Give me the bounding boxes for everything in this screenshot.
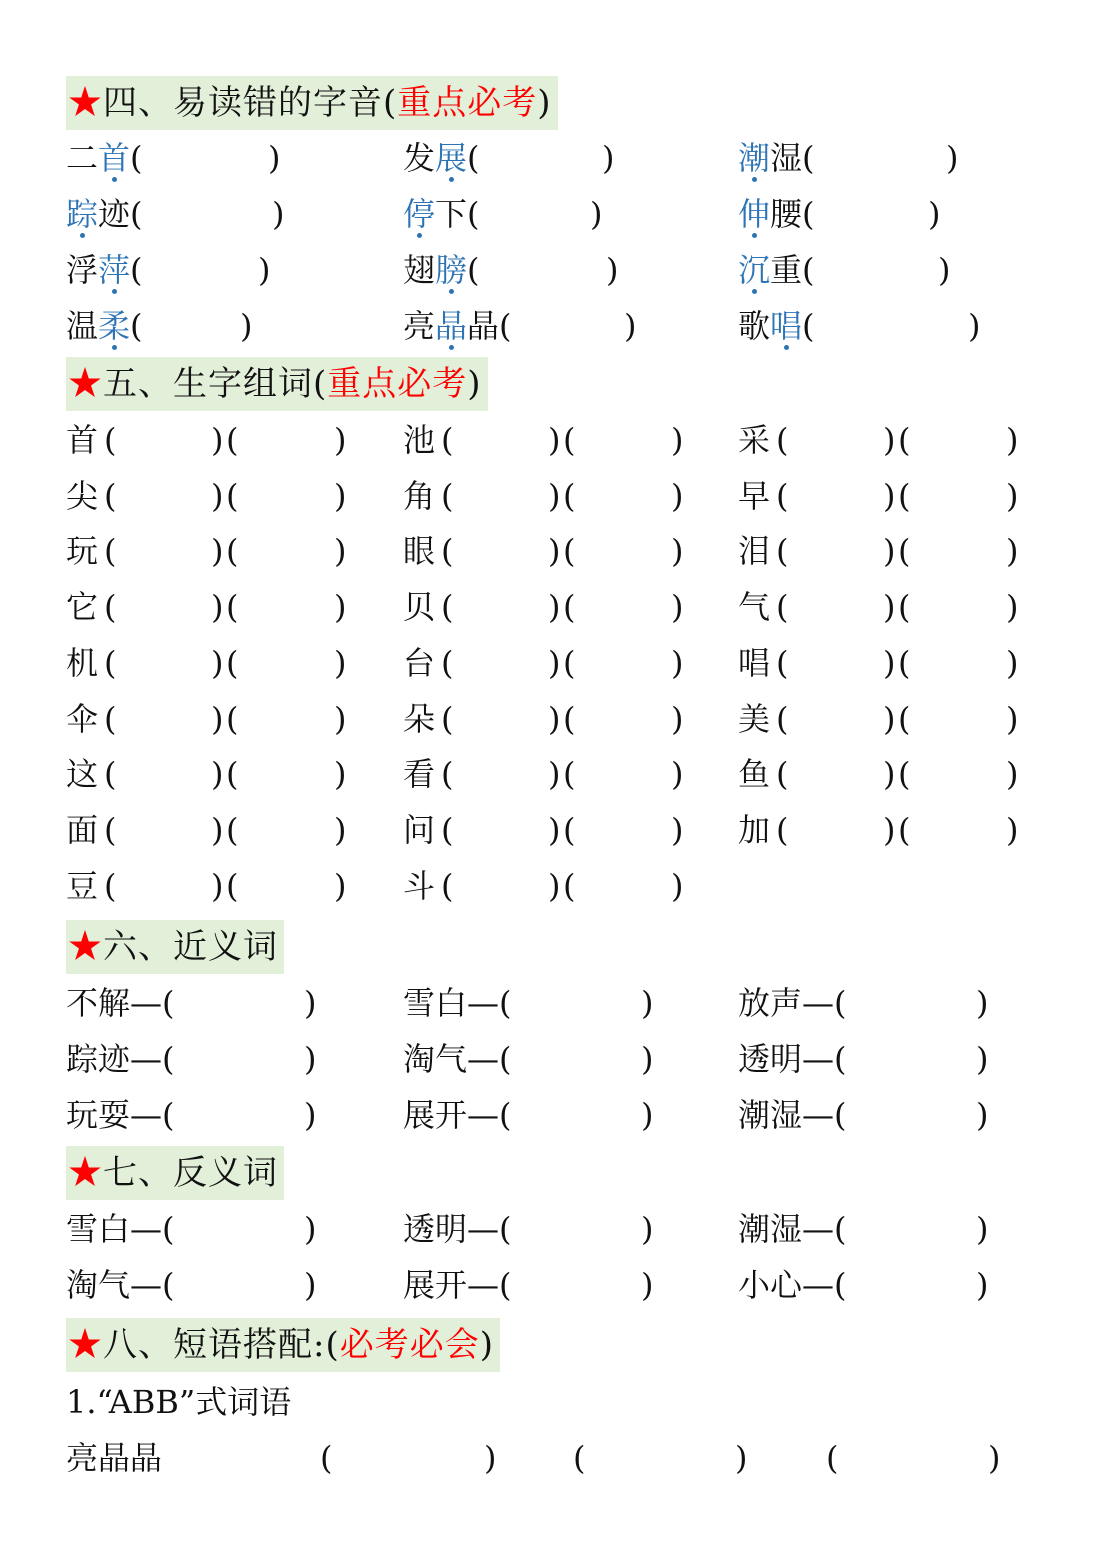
section-7-title: 七、反义词 xyxy=(103,1153,278,1193)
section-5-tag: 重点必考 xyxy=(327,364,468,404)
pinyin-target-char: 首 xyxy=(98,130,130,186)
word-row xyxy=(0,468,1101,524)
open-paren: ( xyxy=(776,532,789,571)
close-paren: ) xyxy=(304,1266,317,1304)
open-paren: ( xyxy=(104,699,117,738)
close-paren: ) xyxy=(976,1210,989,1248)
pinyin-row xyxy=(0,130,1101,186)
close-paren: ) xyxy=(304,1210,317,1248)
close-paren: ) xyxy=(211,699,224,738)
close-paren: ) xyxy=(641,1266,654,1304)
pinyin-char: 浮 xyxy=(66,251,99,289)
open-paren: ( xyxy=(441,588,454,627)
word-row xyxy=(0,858,1101,914)
open-paren: ( xyxy=(776,588,789,627)
close-paren: ) xyxy=(548,476,561,515)
open-paren: ( xyxy=(776,421,789,459)
section-7-heading xyxy=(66,1146,284,1200)
close-paren: ) xyxy=(334,476,347,515)
close-paren: ) xyxy=(988,1439,1001,1477)
word-char: 眼 xyxy=(403,532,436,571)
pinyin-item xyxy=(403,242,480,298)
pair-prompt: 展开—( xyxy=(403,1266,512,1304)
pair-prompt: 潮湿—( xyxy=(738,1096,847,1134)
close-paren: ) xyxy=(976,1266,989,1304)
abb-row xyxy=(0,1430,1101,1486)
open-paren: ( xyxy=(441,810,454,849)
close-paren: ) xyxy=(671,588,684,627)
open-paren: ( xyxy=(898,755,911,794)
close-paren: ) xyxy=(548,588,561,627)
pinyin-char: 亮 xyxy=(403,307,436,345)
word-char: 机 xyxy=(66,643,99,682)
word-char: 早 xyxy=(738,476,771,515)
close-paren: ) xyxy=(211,588,224,627)
pair-prompt: 踪迹—( xyxy=(66,1040,175,1078)
open-paren: ( xyxy=(130,139,143,177)
open-paren: ( xyxy=(441,643,454,682)
open-paren: ( xyxy=(104,810,117,849)
section-4-title: 四、易读错的字音( xyxy=(103,83,398,123)
close-paren: ) xyxy=(883,532,896,571)
word-row xyxy=(0,746,1101,802)
open-paren: ( xyxy=(776,643,789,682)
close-paren: ) xyxy=(334,421,347,459)
close-paren: ) xyxy=(1006,699,1019,738)
open-paren: ( xyxy=(130,195,143,233)
word-char: 伞 xyxy=(66,699,99,738)
open-paren: ( xyxy=(104,476,117,515)
pair-prompt: 不解—( xyxy=(66,984,175,1022)
pinyin-target-char: 萍 xyxy=(98,242,130,298)
close-paren: ) xyxy=(304,1096,317,1134)
pinyin-char: 下 xyxy=(435,195,468,233)
open-paren: ( xyxy=(226,421,239,459)
open-paren: ( xyxy=(776,755,789,794)
pinyin-item xyxy=(66,130,143,186)
open-paren: ( xyxy=(226,588,239,627)
open-paren: ( xyxy=(563,810,576,849)
open-paren: ( xyxy=(226,699,239,738)
pinyin-item xyxy=(66,298,143,354)
pinyin-target-char: 潮 xyxy=(738,130,770,186)
close-paren: ) xyxy=(334,588,347,627)
section-8-heading xyxy=(66,1318,500,1372)
open-paren: ( xyxy=(898,643,911,682)
word-char: 贝 xyxy=(403,588,436,627)
pinyin-char: 二 xyxy=(66,139,99,177)
close-paren: ) xyxy=(883,421,896,459)
close-paren: ) xyxy=(671,643,684,682)
close-paren: ) xyxy=(548,755,561,794)
close-paren: ) xyxy=(671,421,684,459)
open-paren: ( xyxy=(563,755,576,794)
pinyin-item xyxy=(738,186,815,242)
word-char: 尖 xyxy=(66,476,99,515)
close-paren: ) xyxy=(304,1040,317,1078)
close-paren: ) xyxy=(976,1040,989,1078)
close-paren: ) xyxy=(883,588,896,627)
open-paren: ( xyxy=(802,251,815,289)
open-paren: ( xyxy=(499,307,512,345)
pinyin-item xyxy=(738,298,815,354)
open-paren: ( xyxy=(104,421,117,459)
close-paren: ) xyxy=(641,1096,654,1134)
open-paren: ( xyxy=(776,699,789,738)
close-paren: ) xyxy=(211,866,224,905)
open-paren: ( xyxy=(104,755,117,794)
open-paren: ( xyxy=(467,251,480,289)
pinyin-target-char: 停 xyxy=(403,186,435,242)
section-5-heading xyxy=(66,357,488,411)
close-paren: ) xyxy=(602,139,615,177)
open-paren: ( xyxy=(563,421,576,459)
close-paren: ) xyxy=(240,307,253,345)
close-paren: ) xyxy=(671,755,684,794)
open-paren: ( xyxy=(226,532,239,571)
word-char: 玩 xyxy=(66,532,99,571)
close-paren: ) xyxy=(334,755,347,794)
close-paren: ) xyxy=(1006,643,1019,682)
pinyin-char: 歌 xyxy=(738,307,771,345)
word-char: 豆 xyxy=(66,866,99,905)
abb-word: 亮晶晶 xyxy=(66,1439,163,1477)
word-char: 泪 xyxy=(738,532,771,571)
pinyin-char: 发 xyxy=(403,139,436,177)
star-icon: ★ xyxy=(68,83,103,123)
close-paren: ) xyxy=(671,476,684,515)
open-paren: ( xyxy=(467,195,480,233)
pair-row xyxy=(0,1201,1101,1257)
open-paren: ( xyxy=(563,866,576,905)
pinyin-target-char: 踪 xyxy=(66,186,98,242)
close-paren: ) xyxy=(976,984,989,1022)
close-paren: ) xyxy=(976,1096,989,1134)
pair-prompt: 雪白—( xyxy=(403,984,512,1022)
close-paren: ) xyxy=(671,866,684,905)
open-paren: ( xyxy=(802,139,815,177)
pinyin-item xyxy=(738,130,815,186)
word-char: 加 xyxy=(738,810,771,849)
close-paren: ) xyxy=(548,699,561,738)
close-paren: ) xyxy=(968,307,981,345)
word-char: 角 xyxy=(403,476,436,515)
word-char: 斗 xyxy=(403,866,436,905)
open-paren: ( xyxy=(104,588,117,627)
abb-subheading: 1.“ABB”式词语 xyxy=(66,1383,292,1421)
open-paren: ( xyxy=(573,1439,586,1477)
close-paren: ) xyxy=(641,1210,654,1248)
open-paren: ( xyxy=(563,532,576,571)
pinyin-target-char: 晶 xyxy=(435,298,467,354)
open-paren: ( xyxy=(563,699,576,738)
close-paren: ) xyxy=(211,532,224,571)
star-icon: ★ xyxy=(68,364,103,404)
open-paren: ( xyxy=(563,588,576,627)
word-char: 美 xyxy=(738,699,771,738)
pinyin-char: 迹 xyxy=(98,195,131,233)
open-paren: ( xyxy=(898,532,911,571)
section-8-tag: 必考必会 xyxy=(339,1325,480,1365)
open-paren: ( xyxy=(320,1439,333,1477)
pinyin-item xyxy=(403,298,512,354)
open-paren: ( xyxy=(898,476,911,515)
close-paren: ) xyxy=(484,1439,497,1477)
word-char: 朵 xyxy=(403,699,436,738)
word-row xyxy=(0,523,1101,579)
close-paren: ) xyxy=(1006,588,1019,627)
pinyin-item xyxy=(738,242,815,298)
word-char: 这 xyxy=(66,755,99,794)
open-paren: ( xyxy=(104,532,117,571)
close-paren: ) xyxy=(211,810,224,849)
close-paren: ) xyxy=(883,699,896,738)
section-8-title: 八、短语搭配:( xyxy=(103,1325,340,1365)
open-paren: ( xyxy=(226,476,239,515)
pinyin-char: 腰 xyxy=(770,195,803,233)
close-paren: ) xyxy=(334,810,347,849)
close-paren: ) xyxy=(641,984,654,1022)
pair-prompt: 透明—( xyxy=(738,1040,847,1078)
word-char: 它 xyxy=(66,588,99,627)
pinyin-target-char: 沉 xyxy=(738,242,770,298)
section-6-title: 六、近义词 xyxy=(103,927,278,967)
close-paren: ) xyxy=(883,810,896,849)
open-paren: ( xyxy=(898,588,911,627)
open-paren: ( xyxy=(441,755,454,794)
open-paren: ( xyxy=(104,866,117,905)
pinyin-item xyxy=(403,130,480,186)
close-paren: ) xyxy=(548,810,561,849)
close-paren: ) xyxy=(334,866,347,905)
pair-prompt: 小心—( xyxy=(738,1266,847,1304)
section-4-heading xyxy=(66,76,558,130)
close-paren: ) xyxy=(928,195,941,233)
pinyin-char: 温 xyxy=(66,307,99,345)
pinyin-row xyxy=(0,298,1101,354)
word-char: 池 xyxy=(403,421,436,459)
word-row xyxy=(0,412,1101,468)
close-paren: ) xyxy=(211,421,224,459)
pair-row xyxy=(0,975,1101,1031)
word-char: 首 xyxy=(66,421,99,459)
section-6-heading xyxy=(66,920,284,974)
open-paren: ( xyxy=(441,421,454,459)
close-paren: ) xyxy=(624,307,637,345)
close-paren: ) xyxy=(272,195,285,233)
close-paren: ) xyxy=(590,195,603,233)
pair-prompt: 淘气—( xyxy=(66,1266,175,1304)
word-char: 看 xyxy=(403,755,436,794)
open-paren: ( xyxy=(898,810,911,849)
close-paren: ) xyxy=(211,755,224,794)
star-icon: ★ xyxy=(68,927,103,967)
section-4-tag: 重点必考 xyxy=(397,83,538,123)
open-paren: ( xyxy=(776,476,789,515)
word-char: 台 xyxy=(403,643,436,682)
close-paren: ) xyxy=(334,532,347,571)
close-paren: ) xyxy=(883,476,896,515)
close-paren: ) xyxy=(671,699,684,738)
pair-prompt: 展开—( xyxy=(403,1096,512,1134)
word-row xyxy=(0,579,1101,635)
pinyin-target-char: 展 xyxy=(435,130,467,186)
pinyin-target-char: 伸 xyxy=(738,186,770,242)
close-paren: ) xyxy=(606,251,619,289)
word-row xyxy=(0,635,1101,691)
open-paren: ( xyxy=(226,643,239,682)
close-paren: ) xyxy=(211,643,224,682)
pair-prompt: 雪白—( xyxy=(66,1210,175,1248)
close-paren: ) xyxy=(304,984,317,1022)
pinyin-item xyxy=(66,186,143,242)
open-paren: ( xyxy=(441,699,454,738)
pinyin-target-char: 唱 xyxy=(770,298,802,354)
open-paren: ( xyxy=(898,699,911,738)
pinyin-row xyxy=(0,242,1101,298)
section-5-title: 五、生字组词( xyxy=(103,364,328,404)
open-paren: ( xyxy=(104,643,117,682)
open-paren: ( xyxy=(776,810,789,849)
open-paren: ( xyxy=(467,139,480,177)
pinyin-target-char: 柔 xyxy=(98,298,130,354)
pinyin-item xyxy=(66,242,143,298)
pair-row xyxy=(0,1257,1101,1313)
close-paren: ) xyxy=(1006,421,1019,459)
close-paren: ) xyxy=(641,1040,654,1078)
pair-prompt: 玩耍—( xyxy=(66,1096,175,1134)
open-paren: ( xyxy=(226,755,239,794)
pinyin-char: 重 xyxy=(770,251,803,289)
pinyin-item xyxy=(403,186,480,242)
open-paren: ( xyxy=(563,476,576,515)
close-paren: ) xyxy=(548,421,561,459)
close-paren: ) xyxy=(334,699,347,738)
word-char: 气 xyxy=(738,588,771,627)
close-paren: ) xyxy=(334,643,347,682)
open-paren: ( xyxy=(898,421,911,459)
open-paren: ( xyxy=(802,195,815,233)
open-paren: ( xyxy=(441,532,454,571)
close-paren: ) xyxy=(211,476,224,515)
close-paren: ) xyxy=(258,251,271,289)
close-paren: ) xyxy=(735,1439,748,1477)
star-icon: ★ xyxy=(68,1325,103,1365)
close-paren: ) xyxy=(548,866,561,905)
close-paren: ) xyxy=(946,139,959,177)
close-paren: ) xyxy=(1006,532,1019,571)
open-paren: ( xyxy=(226,810,239,849)
pair-prompt: 透明—( xyxy=(403,1210,512,1248)
close-paren: ) xyxy=(671,810,684,849)
close-paren: ) xyxy=(883,643,896,682)
word-char: 问 xyxy=(403,810,436,849)
close-paren: ) xyxy=(938,251,951,289)
open-paren: ( xyxy=(226,866,239,905)
word-char: 面 xyxy=(66,810,99,849)
open-paren: ( xyxy=(441,866,454,905)
close-paren: ) xyxy=(1006,755,1019,794)
close-paren: ) xyxy=(1006,476,1019,515)
close-paren: ) xyxy=(1006,810,1019,849)
word-char: 唱 xyxy=(738,643,771,682)
pair-row xyxy=(0,1087,1101,1143)
close-paren: ) xyxy=(548,532,561,571)
pinyin-row xyxy=(0,186,1101,242)
close-paren: ) xyxy=(883,755,896,794)
open-paren: ( xyxy=(130,251,143,289)
open-paren: ( xyxy=(441,476,454,515)
section-5-close: ) xyxy=(467,364,482,404)
close-paren: ) xyxy=(548,643,561,682)
section-8-close: ) xyxy=(479,1325,494,1365)
pinyin-target-char: 膀 xyxy=(435,242,467,298)
open-paren: ( xyxy=(563,643,576,682)
close-paren: ) xyxy=(671,532,684,571)
star-icon: ★ xyxy=(68,1153,103,1193)
open-paren: ( xyxy=(130,307,143,345)
pair-prompt: 潮湿—( xyxy=(738,1210,847,1248)
pinyin-char: 晶 xyxy=(467,307,500,345)
open-paren: ( xyxy=(802,307,815,345)
pair-row xyxy=(0,1031,1101,1087)
close-paren: ) xyxy=(268,139,281,177)
word-char: 鱼 xyxy=(738,755,771,794)
pinyin-char: 翅 xyxy=(403,251,436,289)
word-char: 采 xyxy=(738,421,771,459)
open-paren: ( xyxy=(826,1439,839,1477)
word-row xyxy=(0,802,1101,858)
section-4-close: ) xyxy=(537,83,552,123)
pinyin-char: 湿 xyxy=(770,139,803,177)
pair-prompt: 淘气—( xyxy=(403,1040,512,1078)
pair-prompt: 放声—( xyxy=(738,984,847,1022)
word-row xyxy=(0,691,1101,747)
